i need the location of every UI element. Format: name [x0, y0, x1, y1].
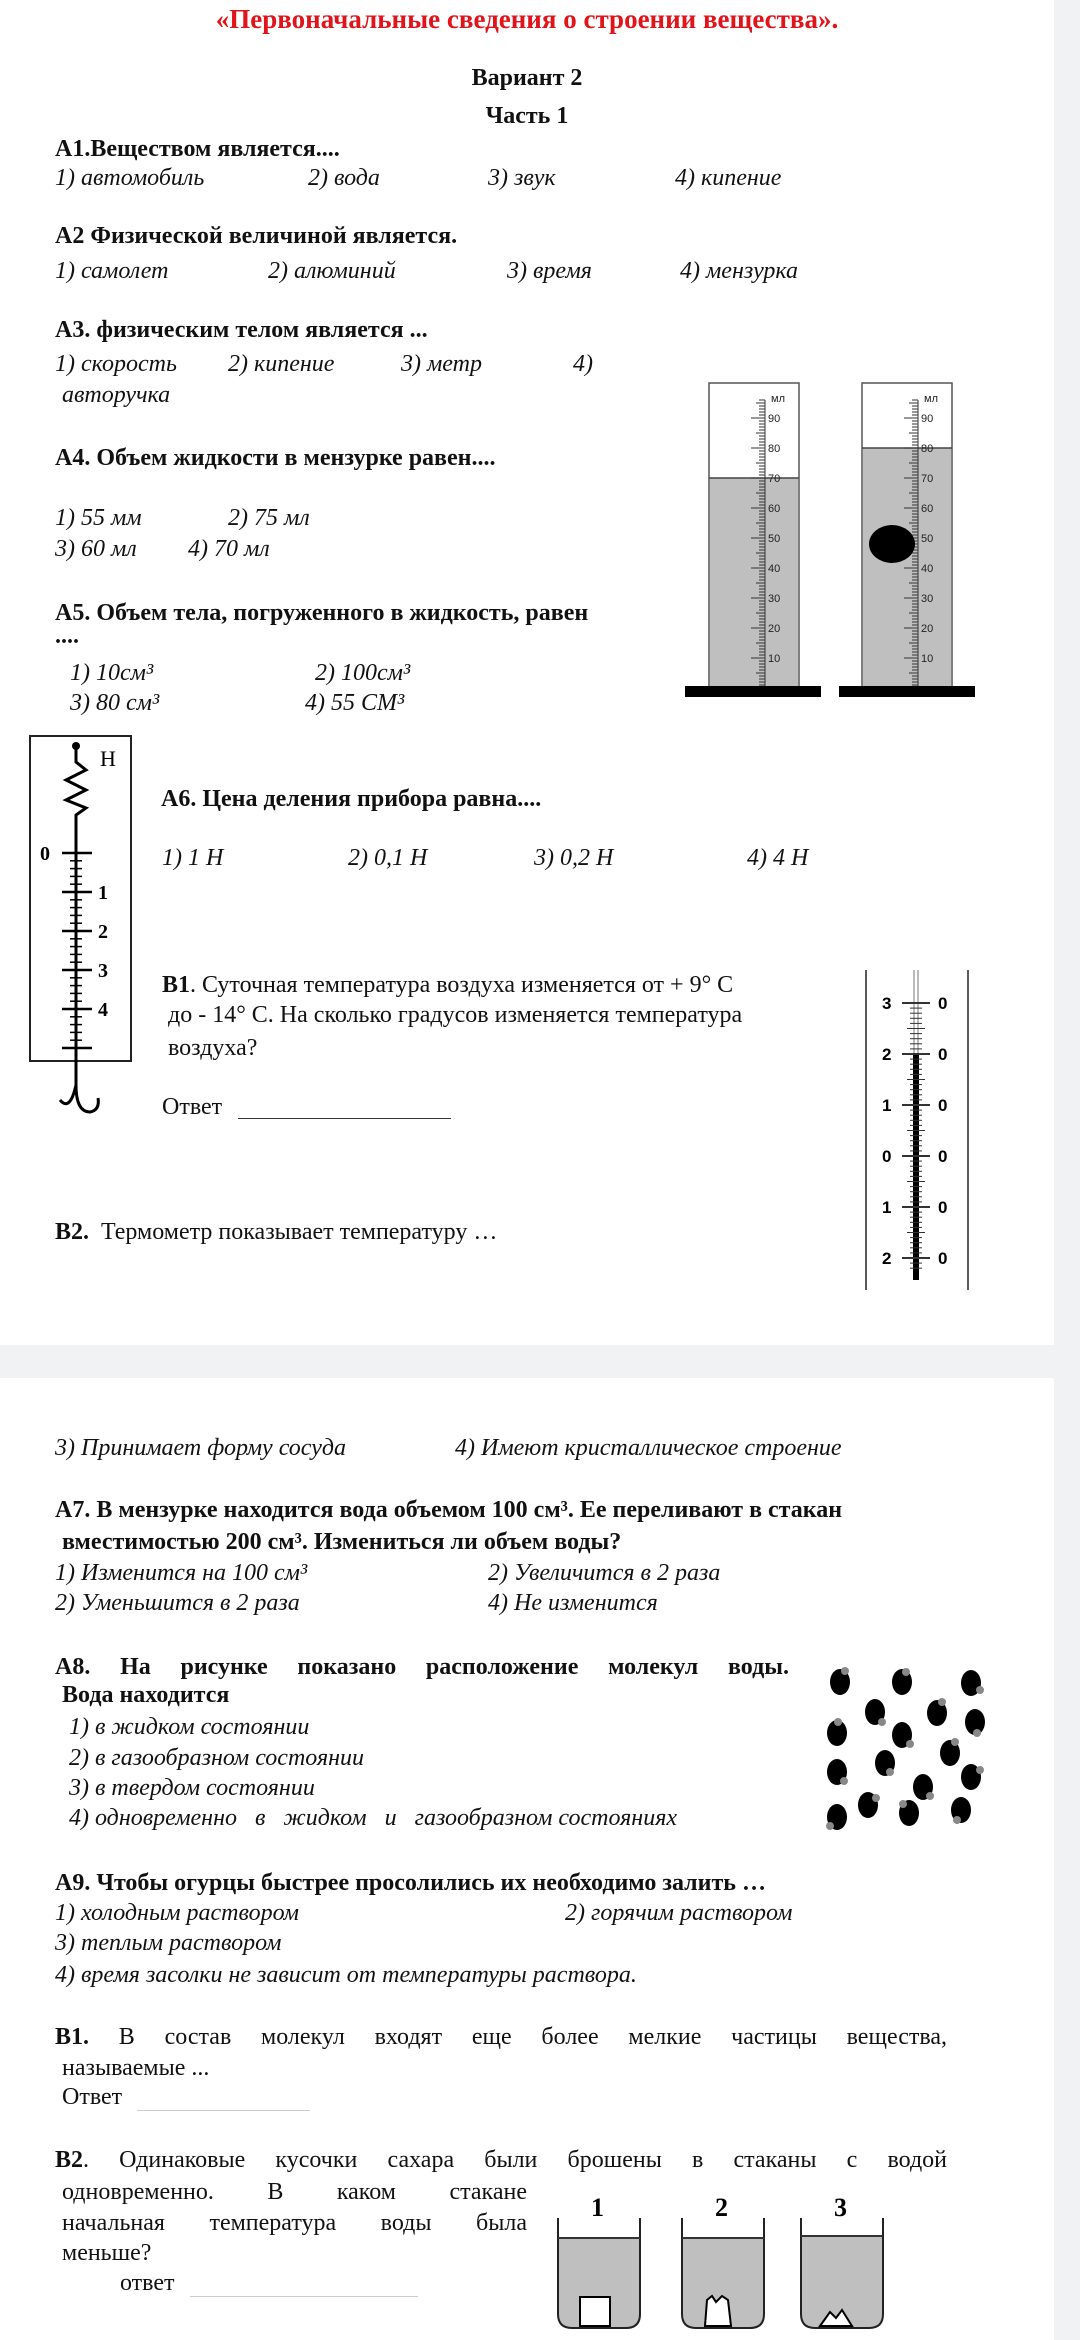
a9-option-1: 1) холодным раствором — [55, 1900, 299, 1926]
part-heading: Часть 1 — [485, 103, 569, 129]
beaker-scale-label: 60 — [768, 503, 781, 515]
a2-option-4: 4) мензурка — [680, 258, 799, 284]
b2-text: Термометр показывает температуру … — [101, 1219, 498, 1245]
question-a3: А3. физическим телом является ... — [55, 317, 428, 343]
question-a6: А6. Цена деления прибора равна.... — [161, 786, 542, 812]
thermometer-label-tens: 2 — [882, 1045, 892, 1064]
question-a9: А9. Чтобы огурцы быстрее просолились их необходимо залить … — [55, 1870, 766, 1896]
b1-part2-line-1: В состав молекул входят еще более мелкие частицы вещества, — [89, 2024, 947, 2050]
a6-option-2: 2) 0,1 Н — [348, 845, 428, 871]
a1-option-2: 2) вода — [308, 165, 380, 191]
thermometer-label-units: 0 — [938, 1249, 948, 1268]
document-title: «Первоначальные сведения о строении вещества». — [215, 4, 839, 34]
a1-option-4: 4) кипение — [675, 165, 782, 191]
beaker-scale-label: 70 — [921, 473, 934, 485]
a4-option-4: 4) 70 мл — [188, 536, 270, 562]
a7-option-4: 4) Не изменится — [488, 1590, 658, 1616]
beaker-scale-label: 60 — [921, 503, 934, 515]
a9-option-2: 2) горячим раствором — [565, 1900, 793, 1926]
b2-part2-label: В2 — [55, 2147, 84, 2173]
beaker-scale-label: 30 — [921, 593, 934, 605]
question-a4: А4. Объем жидкости в мензурке равен.... — [55, 445, 496, 471]
a6-option-1: 1) 1 Н — [162, 845, 224, 871]
a4-option-3: 3) 60 мл — [55, 536, 137, 562]
a4-option-2: 2) 75 мл — [228, 505, 310, 531]
a5-option-4: 4) 55 СМ³ — [305, 690, 405, 716]
beaker-scale-label: 80 — [768, 443, 781, 455]
sugar-cube-partly-dissolved — [705, 2296, 731, 2326]
question-a7-line-2: вместимостью 200 см³. Измениться ли объем воды? — [62, 1529, 622, 1555]
b2-part2-line-1: . Одинаковые кусочки сахара были брошены в стаканы с водой — [83, 2147, 947, 2173]
a6-option-3-continued: 3) Принимает форму сосуда — [55, 1435, 346, 1461]
thermometer-label-units: 0 — [938, 1096, 948, 1115]
b1-label: В1 — [162, 972, 191, 998]
question-a8: А8. На рисунке показано расположение молекул воды. — [55, 1654, 789, 1680]
a7-option-2: 2) Увеличится в 2 раза — [488, 1560, 721, 1586]
a3-option-2: 2) кипение — [228, 351, 335, 377]
a5-option-1: 1) 10см³ — [70, 660, 154, 686]
thermometer-label-tens: 1 — [882, 1096, 892, 1115]
question-a5: А5. Объем тела, погруженного в жидкость, равен — [55, 600, 589, 626]
thermometer-label-units: 0 — [938, 1045, 948, 1064]
question-a5-ellipsis: .... — [55, 623, 79, 649]
thermometer-label-units: 0 — [938, 1147, 948, 1166]
a1-option-3: 3) звук — [488, 165, 556, 191]
beaker-scale-label: 10 — [768, 653, 781, 665]
a5-option-3: 3) 80 см³ — [70, 690, 160, 716]
a5-option-2: 2) 100см³ — [315, 660, 411, 686]
dynamometer-scale-label: 0 — [40, 843, 50, 865]
b1-part2-answer-label: Ответ — [62, 2084, 123, 2110]
beaker-scale-label: 70 — [768, 473, 781, 485]
a7-option-1: 1) Изменится на 100 см³ — [55, 1560, 308, 1586]
beaker-scale-label: 90 — [768, 413, 781, 425]
beaker-unit-label: мл — [771, 393, 785, 405]
b1-part2-label: В1. — [55, 2024, 90, 2050]
beaker-unit-label: мл — [924, 393, 938, 405]
b2-label: В2. — [55, 1219, 90, 1245]
beaker-scale-label: 10 — [921, 653, 934, 665]
a3-option-4: 4) — [573, 351, 593, 377]
b1-line-2: до - 14° С. На сколько градусов изменяется температура — [168, 1002, 743, 1028]
thermometer-label-tens: 2 — [882, 1249, 892, 1268]
b2-part2-line-4: меньше? — [62, 2240, 152, 2266]
beaker-scale-label: 20 — [921, 623, 934, 635]
a2-option-3: 3) время — [507, 258, 592, 284]
a7-option-3: 2) Уменьшится в 2 раза — [55, 1590, 300, 1616]
beaker-scale-label: 40 — [768, 563, 781, 575]
a8-option-1: 1) в жидком состоянии — [69, 1714, 310, 1740]
dynamometer-scale-label: 1 — [98, 882, 108, 904]
beaker-scale-label: 40 — [921, 563, 934, 575]
dynamometer-scale-label: 2 — [98, 921, 108, 943]
variant-heading: Вариант 2 — [471, 65, 583, 91]
a9-option-3: 3) теплым раствором — [55, 1930, 282, 1956]
a2-option-1: 1) самолет — [55, 258, 169, 284]
beaker-scale-label: 30 — [768, 593, 781, 605]
glass-label-2: 2 — [715, 2193, 728, 2222]
a3-option-1: 1) скорость — [55, 351, 177, 377]
glass-label-3: 3 — [834, 2193, 847, 2222]
beaker-scale-label: 50 — [768, 533, 781, 545]
thermometer-label-tens: 3 — [882, 994, 892, 1013]
a6-option-4-continued: 4) Имеют кристаллическое строение — [455, 1435, 842, 1461]
question-a8-line-2: Вода находится — [62, 1682, 230, 1708]
a6-option-3: 3) 0,2 Н — [534, 845, 614, 871]
question-a7: А7. В мензурке находится вода объемом 100 см³. Ее переливают в стакан — [55, 1497, 843, 1523]
thermometer-label-tens: 0 — [882, 1147, 892, 1166]
thermometer-label-units: 0 — [938, 1198, 948, 1217]
a8-option-3: 3) в твердом состоянии — [69, 1775, 315, 1801]
b1-line-3: воздуха? — [168, 1035, 258, 1061]
beaker-scale-label: 90 — [921, 413, 934, 425]
dynamometer-scale-label: 3 — [98, 960, 108, 982]
a3-option-4-text: авторучка — [62, 382, 171, 408]
a9-option-4: 4) время засолки не зависит от температуры раствора. — [55, 1962, 637, 1988]
dynamometer-scale-label: 4 — [98, 999, 108, 1021]
question-a1: А1.Веществом является.... — [55, 136, 340, 162]
b2-part2-line-2: одновременно. В каком стакане — [62, 2179, 527, 2205]
sugar-cube-whole — [580, 2297, 610, 2326]
a8-option-2: 2) в газообразном состоянии — [69, 1745, 365, 1771]
b2-part2-line-3: начальная температура воды была — [62, 2210, 527, 2236]
a2-option-2: 2) алюминий — [268, 258, 396, 284]
b2-part2-answer-label: ответ — [120, 2270, 175, 2296]
beaker-scale-label: 20 — [768, 623, 781, 635]
beaker-scale-label: 80 — [921, 443, 934, 455]
thermometer-label-tens: 1 — [882, 1198, 892, 1217]
beaker-scale-label: 50 — [921, 533, 934, 545]
a8-option-4: 4) одновременно в жидком и газообразном состояниях — [69, 1805, 678, 1831]
dynamometer-unit-label: Н — [100, 746, 116, 771]
a6-option-4: 4) 4 Н — [747, 845, 809, 871]
a1-option-1: 1) автомобиль — [55, 165, 205, 191]
question-a2: А2 Физической величиной является. — [55, 223, 458, 249]
b1-answer-label: Ответ — [162, 1094, 223, 1120]
b1-line-1: . Суточная температура воздуха изменяется от + 9° С — [190, 972, 734, 998]
thermometer-label-units: 0 — [938, 994, 948, 1013]
b1-part2-line-2: называемые ... — [62, 2055, 210, 2081]
a3-option-3: 3) метр — [401, 351, 482, 377]
document-page-2 — [0, 1378, 1054, 2340]
glass-label-1: 1 — [591, 2193, 604, 2222]
a4-option-1: 1) 55 мм — [55, 505, 142, 531]
